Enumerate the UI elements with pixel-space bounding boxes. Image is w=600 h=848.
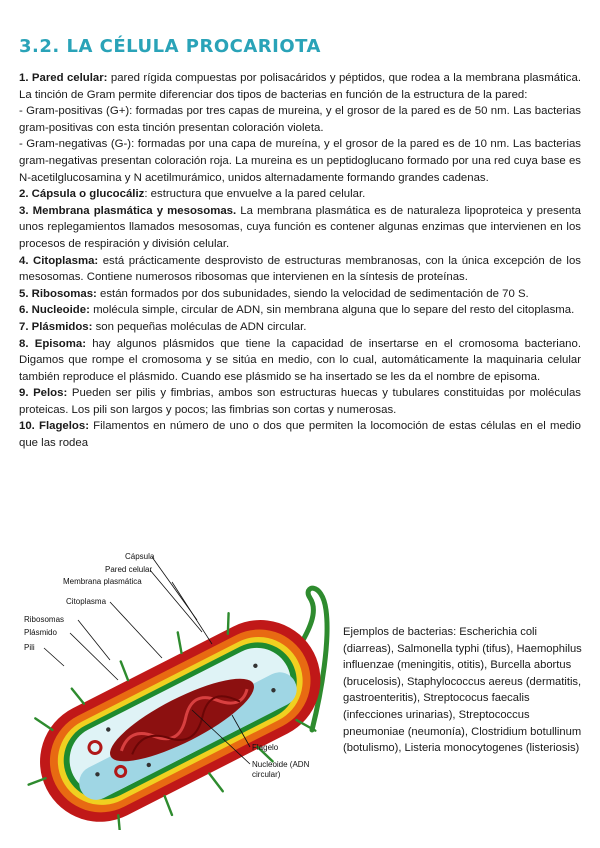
section-paragraph bbox=[19, 302, 581, 319]
section-text: Filamentos en número de uno o dos que permiten la locomoción de estas células en el medio que las rodea bbox=[19, 420, 581, 450]
label-membrana: Membrana plasmática bbox=[63, 577, 142, 586]
label-nucleoide: Nucleoide (ADN bbox=[252, 760, 310, 769]
section-paragraph bbox=[19, 418, 581, 451]
section-term: 8. Episoma: bbox=[19, 337, 86, 350]
bacteria-diagram bbox=[22, 540, 344, 830]
section-paragraph bbox=[19, 336, 581, 386]
page-title: 3.2. LA CÉLULA PROCARIOTA bbox=[19, 36, 321, 57]
section-text: están formados por dos subunidades, siendo la velocidad de sedimentación de 70 S. bbox=[96, 287, 529, 300]
section-paragraph bbox=[19, 186, 581, 203]
section-paragraph bbox=[19, 203, 581, 253]
section-term: 10. Flagelos: bbox=[19, 420, 90, 433]
section-paragraph bbox=[19, 103, 581, 136]
section-text: está prácticamente desprovisto de estructuras membranosas, con la única excepción de los mesosomas. Contiene numerosos ribosomas que intervienen en la síntesis de proteínas. bbox=[19, 254, 581, 284]
section-text: son pequeñas moléculas de ADN circular. bbox=[92, 320, 307, 333]
section-text: molécula simple, circular de ADN, sin membrana alguna que lo separe del resto del citoplasma. bbox=[89, 304, 575, 317]
label-flagelo: Flagelo bbox=[252, 743, 279, 752]
section-paragraph bbox=[19, 385, 581, 418]
label-plasmido: Plásmido bbox=[24, 628, 57, 637]
section-text: pared rígida compuestas por polisacáridos y péptidos, que rodea a la membrana plasmática. La tinción de Gram permite diferenciar dos tipos de bacterias en función de la estructura de la pared: bbox=[19, 72, 581, 101]
label-citoplasma: Citoplasma bbox=[66, 597, 107, 606]
section-term: 2. Cápsula o glucocáliz bbox=[19, 188, 145, 201]
section-text: La membrana plasmática es de naturaleza lipoproteica y presenta unos replegamientos llamados mesosomas, cuya función es contener algunas enzimas que intervienen en los procesos de respiración y división celular. bbox=[19, 204, 582, 250]
section-text: - Gram-positivas (G+): formadas por tres capas de mureina, y el grosor de la pared es de 50 nm. Las bacterias gram-positivas con esta tinción presentan coloración violeta. bbox=[19, 105, 581, 134]
body-text bbox=[19, 70, 581, 452]
section-paragraph bbox=[19, 286, 581, 303]
section-term: 5. Ribosomas: bbox=[19, 287, 97, 300]
section-term: 6. Nucleoide: bbox=[19, 304, 90, 317]
section-text: - Gram-negativas (G-): formadas por una capa de mureína, y el grosor de la pared es de 10 nm. Las bacterias gram-negativas presentan coloración roja. La mureina es un peptidoglucano formado por una red cuya base es N-acetilglucosamina y N acetilmurámico, unidos alternadamente formando grandes cadenas. bbox=[19, 138, 581, 184]
section-paragraph bbox=[19, 319, 581, 336]
section-paragraph bbox=[19, 136, 581, 186]
section-text: : estructura que envuelve a la pared celular. bbox=[144, 188, 366, 201]
section-term: 1. Pared celular: bbox=[19, 72, 108, 84]
section-paragraph bbox=[19, 70, 581, 103]
section-term: 7. Plásmidos: bbox=[19, 320, 93, 333]
label-capsula: Cápsula bbox=[125, 552, 155, 561]
section-text: Pueden ser pilis y fimbrias, ambos son estructuras huecas y tubulares constituidas por moléculas proteicas. Los pili son largos y pocos; las fimbrias son cortas y numerosas. bbox=[19, 387, 581, 416]
label-pared: Pared celular bbox=[105, 565, 153, 574]
label-pili: Pili bbox=[24, 643, 35, 652]
examples-text: Ejemplos de bacterias: Escherichia coli (diarreas), Salmonella typhi (tifus), Haemophilus influenzae (meningitis, otitis), Burcella abortus (brucelosis), Staphylococcus aereus (dermatitis, gastroenteritis), Streptococus faecalis (infecciones urinarias), Streptococcus pneumoniae (neumonía), Clostridium botullinum (botulismo), Listeria monocytogenes (listeriosis) bbox=[343, 626, 582, 755]
section-term: 3. Membrana plasmática y mesosomas. bbox=[19, 204, 237, 217]
cell-body bbox=[22, 582, 344, 830]
section-term: 4. Citoplasma: bbox=[19, 254, 99, 267]
label-ribosomas: Ribosomas bbox=[24, 615, 65, 624]
section-text: hay algunos plásmidos que tiene la capacidad de insertarse en el cromosoma bacteriano. Digamos que rompe el cromosoma y se sitúa en medio, con lo cual, automáticamente la maquinaria celular también reproduce el plásmido. Cuando ese plásmido se ha insertado se les da el nombre de episoma. bbox=[19, 337, 582, 383]
label-nucleoide-2: circular) bbox=[252, 770, 281, 779]
section-paragraph bbox=[19, 253, 581, 286]
section-term: 9. Pelos: bbox=[19, 387, 68, 400]
